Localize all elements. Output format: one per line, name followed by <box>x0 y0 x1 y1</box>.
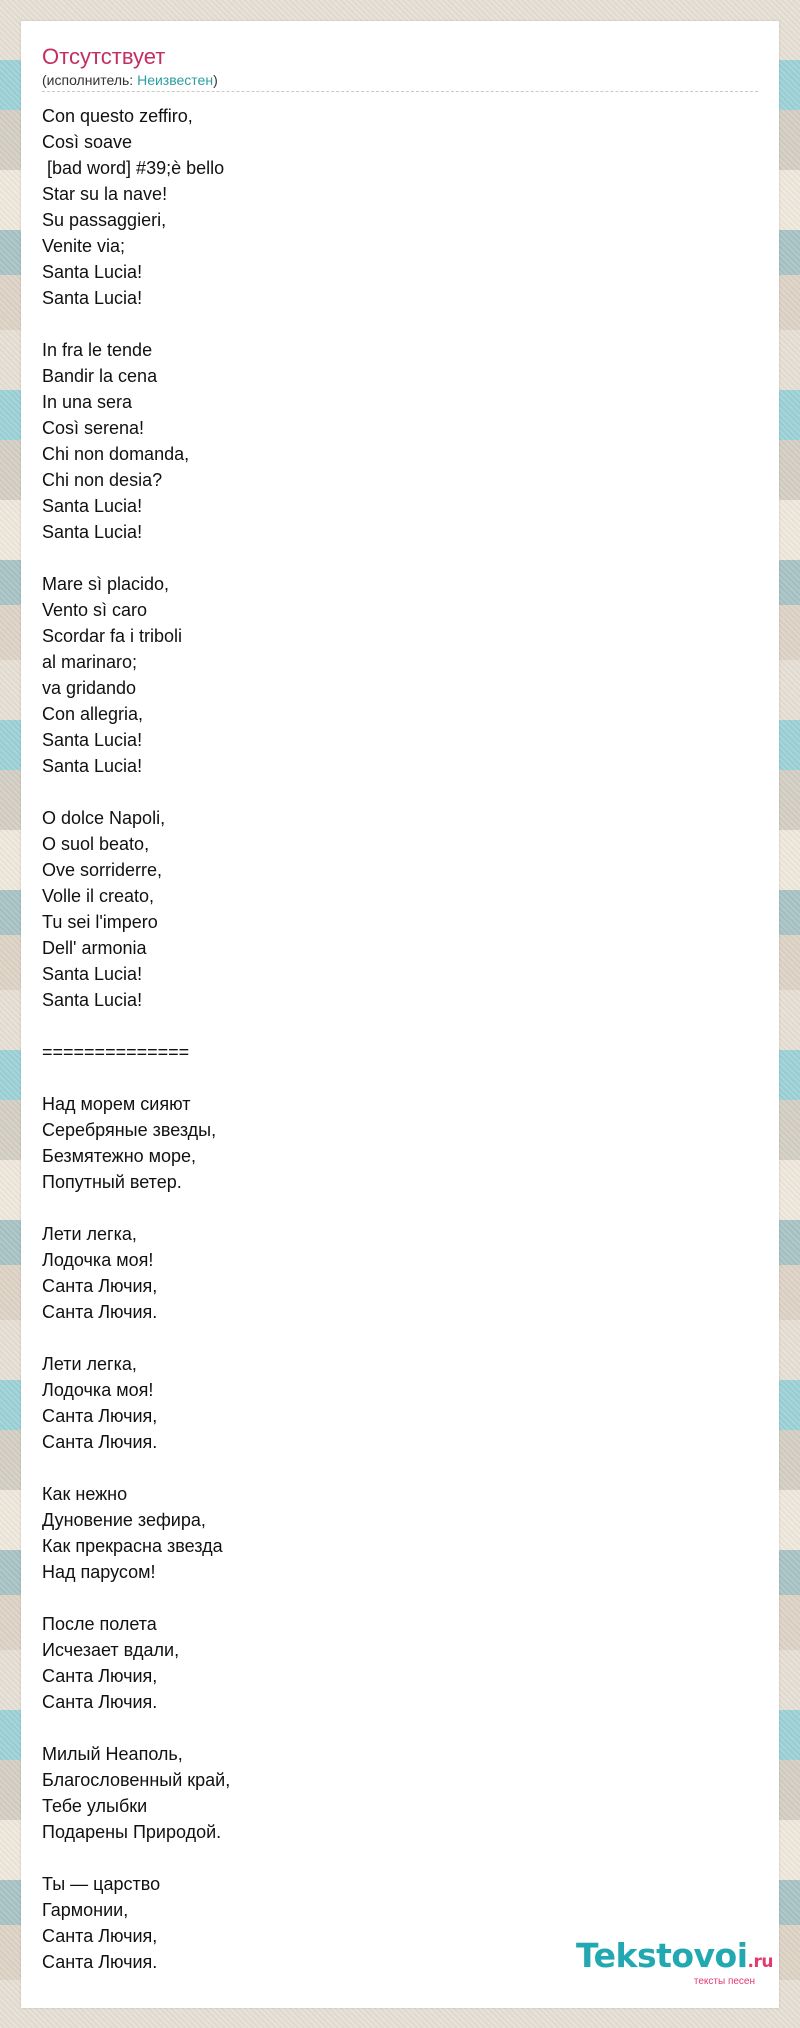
lyric-line: In una sera <box>42 392 133 412</box>
lyric-line: Попутный ветер. <box>42 1172 182 1192</box>
stanza-gap <box>42 545 779 571</box>
lyric-line: Santa Lucia! <box>42 288 143 308</box>
lyric-line: Venite via; <box>42 236 126 256</box>
lyric-line: Подарены Природой. <box>42 1822 222 1842</box>
artist-suffix: ) <box>213 72 218 88</box>
lyric-line: Chi non domanda, <box>42 444 190 464</box>
stanza-gap <box>42 1195 779 1221</box>
lyric-line: Bandir la cena <box>42 366 158 386</box>
lyric-line: Санта Лючия, <box>42 1406 158 1426</box>
lyric-line: Mare sì placido, <box>42 574 170 594</box>
stanza-gap <box>42 1585 779 1611</box>
lyric-line: Лодочка моя! <box>42 1380 154 1400</box>
lyric-line: Как нежно <box>42 1484 128 1504</box>
lyric-line: Как прекрасна звезда <box>42 1536 223 1556</box>
lyric-line: Volle il creato, <box>42 886 155 906</box>
lyric-line: Лети легка, <box>42 1354 137 1374</box>
lyric-line: Над парусом! <box>42 1562 156 1582</box>
song-title: Отсутствует <box>42 44 166 69</box>
lyric-line: Санта Лючия. <box>42 1952 158 1972</box>
logo-name: Tekstovoi <box>576 1936 748 1975</box>
lyric-line: Лети легка, <box>42 1224 137 1244</box>
lyric-line: Santa Lucia! <box>42 990 143 1010</box>
lyric-line: Милый Неаполь, <box>42 1744 183 1764</box>
lyric-line: va gridando <box>42 678 137 698</box>
lyric-line: Santa Lucia! <box>42 522 143 542</box>
lyric-line: Chi non desia? <box>42 470 163 490</box>
lyric-line: Безмятежно море, <box>42 1146 197 1166</box>
lyrics-text <box>42 103 779 1975</box>
lyric-line: ============== <box>42 1042 190 1062</box>
lyric-line: al marinaro; <box>42 652 138 672</box>
lyric-line: Серебряные звезды, <box>42 1120 217 1140</box>
lyric-line: Scordar fa i triboli <box>42 626 183 646</box>
stanza-gap <box>42 1013 779 1039</box>
artist-line <box>42 71 758 92</box>
lyric-line: Лодочка моя! <box>42 1250 154 1270</box>
stanza-gap <box>42 779 779 805</box>
lyric-line: Star su la nave! <box>42 184 168 204</box>
lyric-line: Санта Лючия, <box>42 1926 158 1946</box>
lyric-line: Così soave <box>42 132 133 152</box>
lyric-line: Ты — царство <box>42 1874 161 1894</box>
lyric-line: O dolce Napoli, <box>42 808 166 828</box>
artist-prefix: (исполнитель: <box>42 72 138 88</box>
lyric-line: Санта Лючия. <box>42 1692 158 1712</box>
artist-link[interactable]: Неизвестен <box>137 72 214 88</box>
lyric-line: Santa Lucia! <box>42 964 143 984</box>
lyric-line: Санта Лючия. <box>42 1432 158 1452</box>
lyric-line: Ove sorriderre, <box>42 860 163 880</box>
lyric-line: Vento sì caro <box>42 600 148 620</box>
lyric-line: Con questo zeffiro, <box>42 106 193 126</box>
lyric-line: Дуновение зефира, <box>42 1510 206 1530</box>
lyrics-card <box>21 21 779 2008</box>
lyric-line: Così serena! <box>42 418 145 438</box>
stanza-gap <box>42 1325 779 1351</box>
lyric-line: Благословенный край, <box>42 1770 231 1790</box>
lyric-line: Над морем сияют <box>42 1094 191 1114</box>
lyric-line: Санта Лючия, <box>42 1276 158 1296</box>
lyric-line: In fra le tende <box>42 340 153 360</box>
lyric-line: Santa Lucia! <box>42 756 143 776</box>
lyric-line: Исчезает вдали, <box>42 1640 180 1660</box>
lyric-line: После полета <box>42 1614 157 1634</box>
lyric-line: Санта Лючия, <box>42 1666 158 1686</box>
lyric-line: Dell' armonia <box>42 938 147 958</box>
lyric-line: [bad word] #39;è bello <box>42 158 225 178</box>
site-logo[interactable] <box>576 1936 773 1988</box>
lyric-line: Гармонии, <box>42 1900 129 1920</box>
lyric-line: Santa Lucia! <box>42 496 143 516</box>
lyric-line: Santa Lucia! <box>42 262 143 282</box>
lyric-line: Тебе улыбки <box>42 1796 148 1816</box>
lyric-line: Santa Lucia! <box>42 730 143 750</box>
stanza-gap <box>42 1715 779 1741</box>
lyric-line: Con allegria, <box>42 704 144 724</box>
logo-tagline: тексты песен <box>693 1976 755 1987</box>
stanza-gap <box>42 1845 779 1871</box>
logo-tld: .ru <box>747 1952 773 1972</box>
stanza-gap <box>42 1065 779 1091</box>
lyric-line: Tu sei l'impero <box>42 912 158 932</box>
stanza-gap <box>42 311 779 337</box>
stanza-gap <box>42 1455 779 1481</box>
lyric-line: Su passaggieri, <box>42 210 167 230</box>
lyric-line: Санта Лючия. <box>42 1302 158 1322</box>
lyric-line: O suol beato, <box>42 834 150 854</box>
